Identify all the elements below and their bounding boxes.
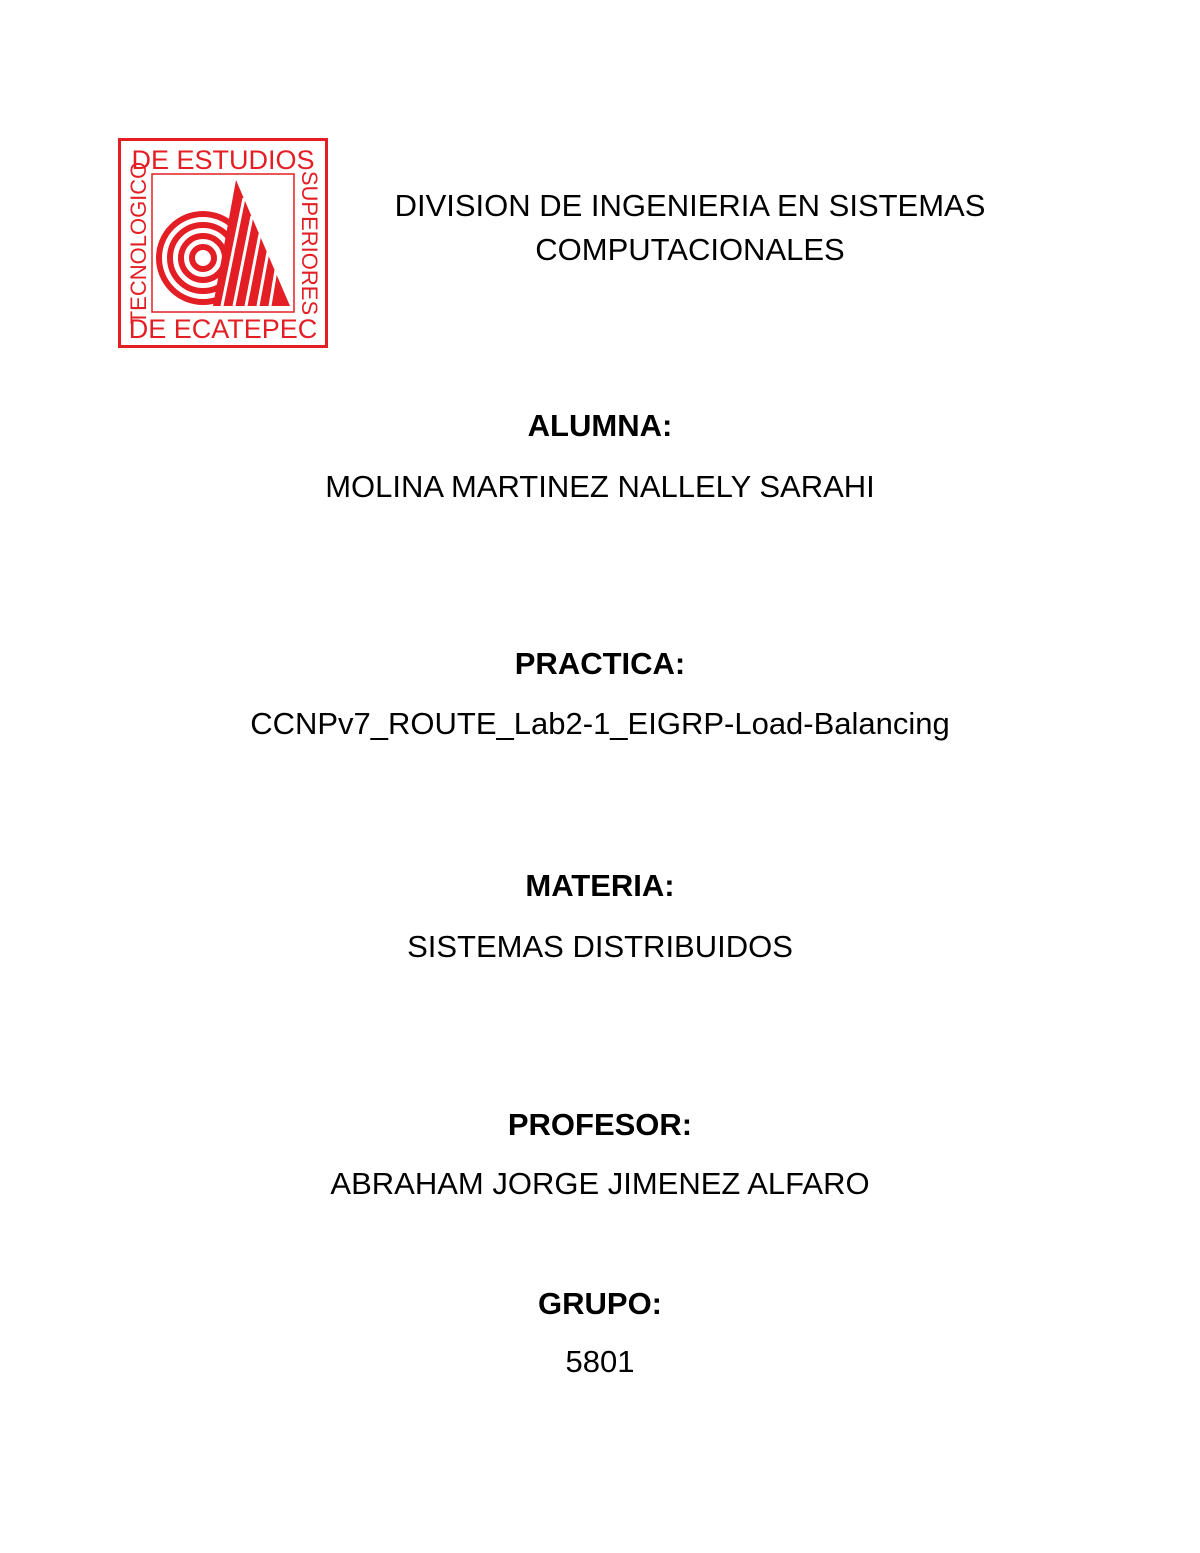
logo-text-bottom: DE ECATEPEC [128, 314, 318, 344]
practica-value: CCNPv7_ROUTE_Lab2-1_EIGRP-Load-Balancing [250, 706, 950, 741]
grupo-label: GRUPO: [538, 1286, 662, 1321]
institution-logo [118, 138, 328, 348]
alumna-value: MOLINA MARTINEZ NALLELY SARAHI [325, 469, 875, 504]
materia-label: MATERIA: [525, 868, 675, 903]
practica-label: PRACTICA: [514, 646, 686, 681]
profesor-label: PROFESOR: [507, 1107, 693, 1142]
division-title [340, 184, 1040, 272]
alumna-label: ALUMNA: [527, 408, 673, 443]
grupo-value: 5801 [565, 1344, 635, 1379]
profesor-value: ABRAHAM JORGE JIMENEZ ALFARO [330, 1166, 870, 1201]
logo-text-left: TECNOLOGICO [126, 161, 151, 325]
logo-text-top: DE ESTUDIOS [131, 145, 315, 175]
division-title-line1: DIVISION DE INGENIERIA EN SISTEMAS [394, 188, 986, 223]
division-title-line2: COMPUTACIONALES [535, 232, 845, 267]
materia-value: SISTEMAS DISTRIBUIDOS [407, 929, 793, 964]
logo-text-right: SUPERIORES [297, 170, 322, 316]
